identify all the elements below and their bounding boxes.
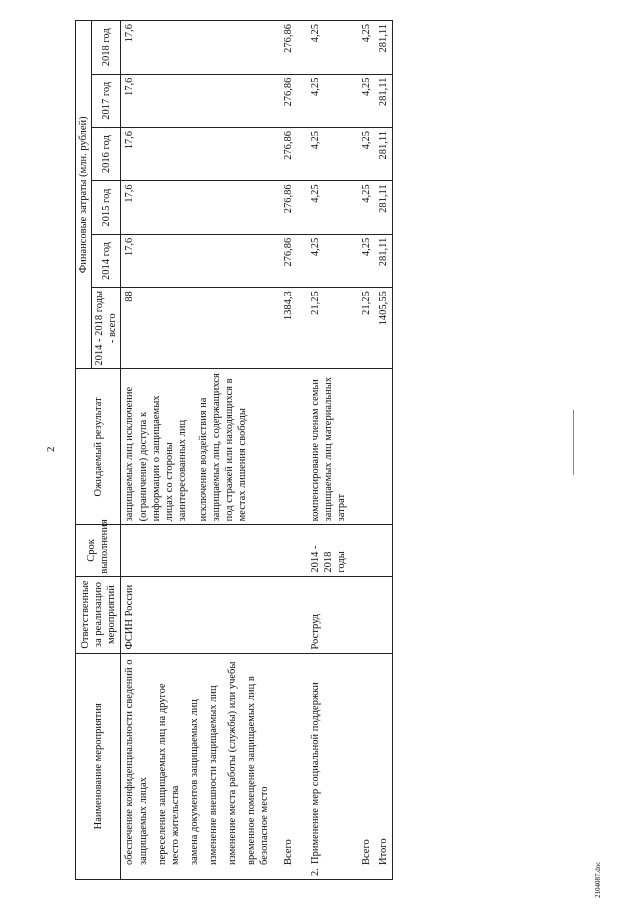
list-item: временное помещение защищаемых лиц в безопасное место (246, 676, 271, 865)
block1-2014: 17,6 (121, 234, 280, 287)
grand-total-2015: 281,11 (375, 181, 393, 234)
header-result: Ожидаемый результат (76, 369, 121, 525)
subtotal2-2015: 4,25 (358, 181, 375, 234)
subtotal2-2016: 4,25 (358, 127, 375, 180)
header-responsible: Ответственные за реализацию мероприятий (76, 576, 121, 653)
block1-2017: 17,6 (121, 74, 280, 127)
subtotal1-2016: 276,86 (280, 127, 307, 180)
header-year-2017: 2017 год (92, 74, 121, 127)
subtotal1-2017: 276,86 (280, 74, 307, 127)
subtotal1-2018: 276,86 (280, 21, 307, 75)
subtotal2-2018: 4,25 (358, 21, 375, 75)
block1-items (121, 653, 280, 879)
block2-total: 21,25 (307, 288, 358, 369)
list-item: изменение места работы (службы) или учебы (227, 661, 239, 865)
header-year-2018: 2018 год (92, 21, 121, 75)
subtotal2-label: Всего (358, 653, 375, 879)
table-row-subtotal1 (280, 21, 307, 880)
block2-2014: 4,25 (307, 234, 358, 287)
expenses-table (75, 20, 393, 880)
grand-total-2017: 281,11 (375, 74, 393, 127)
grand-total-label: Итого (375, 653, 393, 879)
table-row-block1 (121, 21, 280, 880)
grand-total-2016: 281,11 (375, 127, 393, 180)
subtotal1-label: Всего (280, 653, 307, 879)
list-item: изменение внешности защищаемых лиц (208, 685, 219, 865)
block2-term: 2014 - 2018 годы (307, 525, 358, 576)
page-number: 2 (45, 446, 57, 452)
block1-2015: 17,6 (121, 181, 280, 234)
result-item: защищаемых лиц исключение (ограничение) доступа к информации о защищаемых лицах со стороны заинтересованных лиц (124, 386, 188, 522)
block1-term (121, 525, 280, 576)
list-item: обеспечение конфиденциальности сведений о защищаемых лицах (124, 659, 149, 865)
block1-2016: 17,6 (121, 127, 280, 180)
header-year-2014: 2014 год (92, 234, 121, 287)
table-row-subtotal2 (358, 21, 375, 880)
grand-total-2018: 281,11 (375, 21, 393, 75)
subtotal1-2015: 276,86 (280, 181, 307, 234)
block2-responsible: Роструд (307, 576, 358, 653)
header-year-2016: 2016 год (92, 127, 121, 180)
block2-2018: 4,25 (307, 21, 358, 75)
block1-total: 88 (121, 288, 280, 369)
block2-2016: 4,25 (307, 127, 358, 180)
table-row-grand-total (375, 21, 393, 880)
block2-result: компенсирование членам семьи защищаемых лиц материальных затрат (307, 369, 358, 525)
result-item: исключение воздействия на защищаемых лиц, содержащихся под стражей или находящихся в местах лишения свободы (198, 373, 249, 522)
block2-name-cell (307, 653, 358, 879)
subtotal2-2017: 4,25 (358, 74, 375, 127)
block2-2015: 4,25 (307, 181, 358, 234)
block2-number: 2. (309, 868, 321, 876)
header-year-2015: 2015 год (92, 181, 121, 234)
subtotal2-2014: 4,25 (358, 234, 375, 287)
block2-name: Применение мер социальной поддержки (309, 682, 321, 864)
block1-responsible: ФСИН России (121, 576, 280, 653)
grand-total-2014: 281,11 (375, 234, 393, 287)
header-term: Срок выполнения (76, 525, 121, 576)
subtotal2-total: 21,25 (358, 288, 375, 369)
block1-results (121, 369, 280, 525)
footer-file-code: 2104087.doc (594, 861, 602, 898)
grand-total-total: 1405,55 (375, 288, 393, 369)
list-item: переселение защищаемых лиц на другое место жительства (156, 683, 181, 865)
table-row-block2 (307, 21, 358, 880)
subtotal1-2014: 276,86 (280, 234, 307, 287)
block2-2017: 4,25 (307, 74, 358, 127)
margin-line (573, 410, 574, 475)
header-name: Наименование мероприятия (76, 653, 121, 879)
block1-2018: 17,6 (121, 21, 280, 75)
header-total: 2014 - 2018 годы - всего (92, 288, 121, 369)
rotated-table-sheet (75, 20, 545, 880)
list-item: замена документов защищаемых лиц (188, 699, 200, 865)
subtotal1-total: 1384,3 (280, 288, 307, 369)
header-expenses: Финансовые затраты (млн. рублей) (76, 21, 92, 369)
